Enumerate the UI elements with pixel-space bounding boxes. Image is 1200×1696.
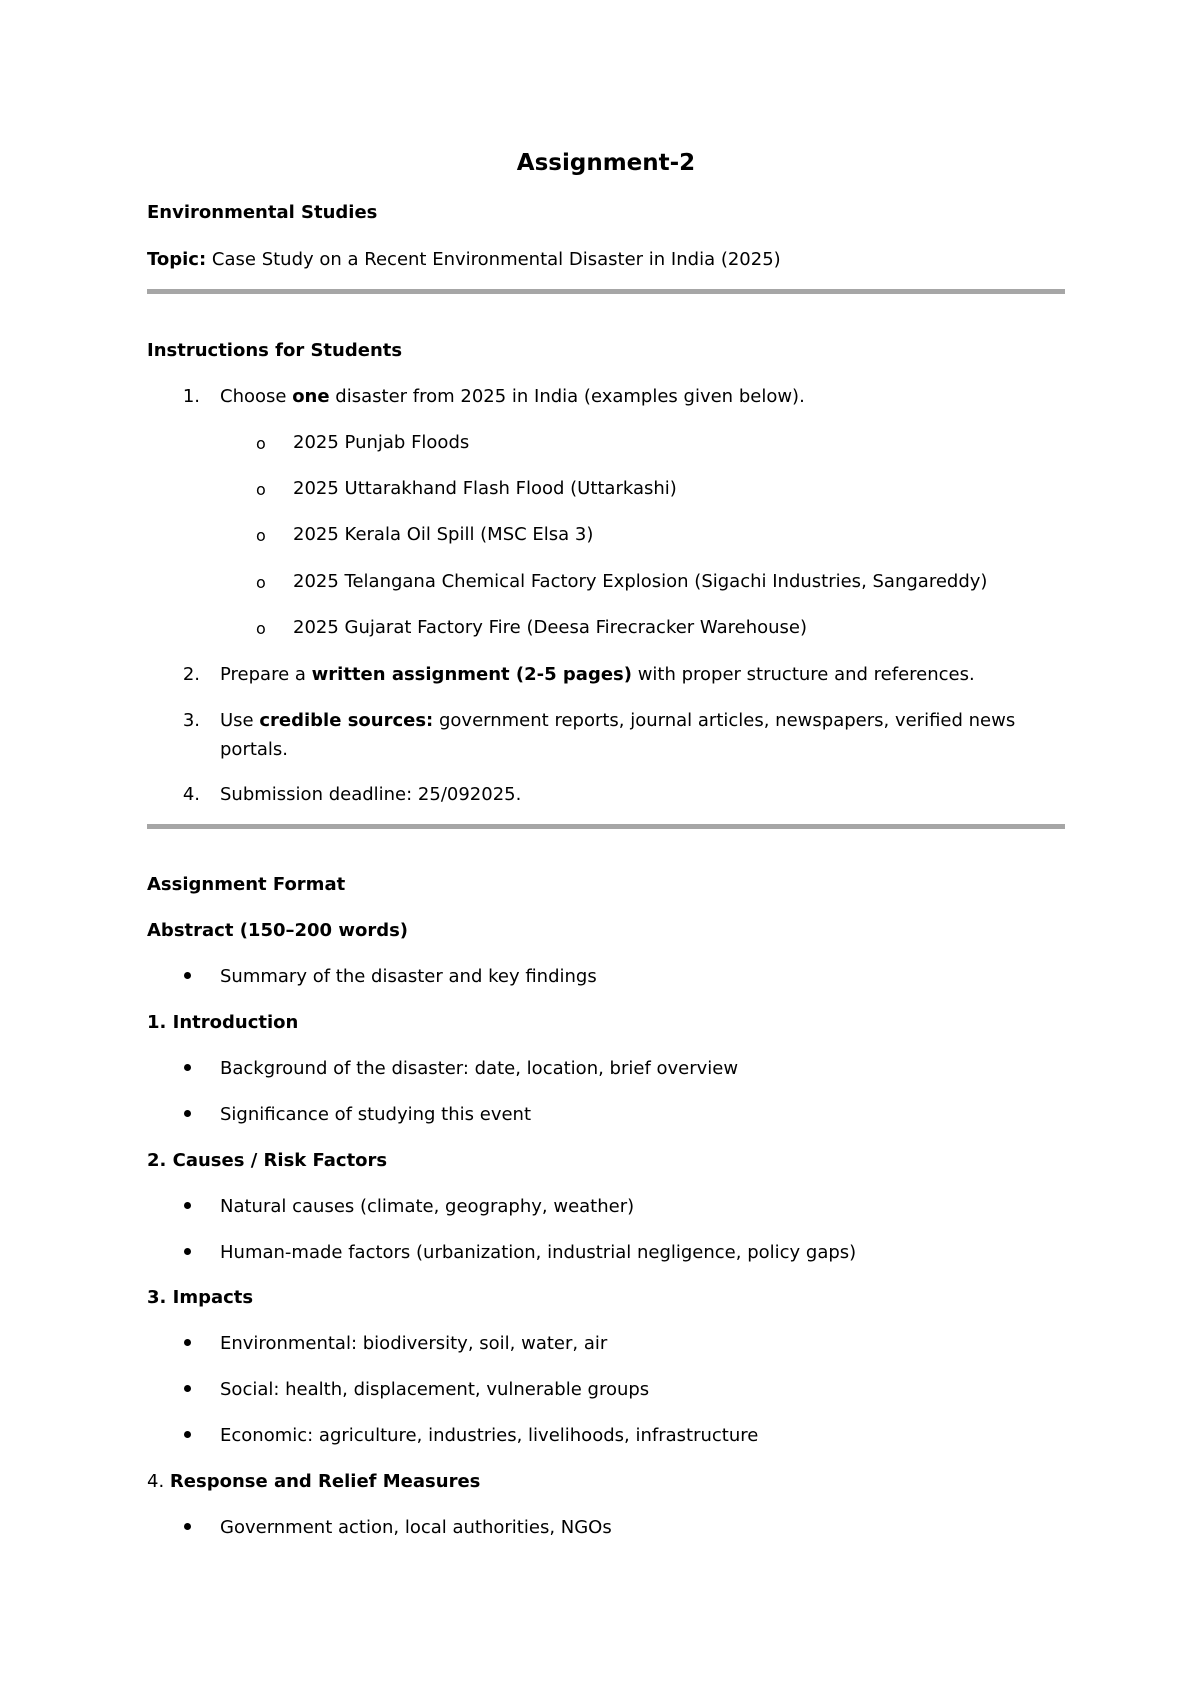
abstract-bullet: Summary of the disaster and key findings (220, 966, 597, 987)
sub-bullet-marker: o (256, 573, 266, 592)
bullet-dot (184, 1064, 191, 1071)
instruction-item-3-pre: Use (220, 710, 260, 731)
intro-heading: 1. Introduction (147, 1012, 299, 1033)
bullet-dot (184, 1523, 191, 1530)
topic-label: Topic: (147, 249, 207, 270)
instruction-item-3-continuation: portals. (220, 739, 289, 760)
sub-bullet-marker: o (256, 526, 266, 545)
impacts-bullet: Social: health, displacement, vulnerable groups (220, 1379, 650, 1400)
bullet-dot (184, 1385, 191, 1392)
instruction-item-1-bold: one (292, 386, 330, 407)
instruction-item-2-post: with proper structure and references. (631, 664, 975, 685)
instruction-item-1-post: disaster from 2025 in India (examples given below). (329, 386, 805, 407)
section-divider-1 (147, 289, 1065, 294)
list-number-2: 2. (182, 664, 200, 685)
response-heading (147, 1470, 480, 1494)
format-heading: Assignment Format (147, 874, 346, 895)
causes-heading: 2. Causes / Risk Factors (147, 1150, 388, 1171)
response-heading-number: 4. (147, 1471, 170, 1492)
sub-bullet-marker: o (256, 480, 266, 499)
instruction-item-3 (220, 709, 1015, 733)
instruction-item-2-bold: written assignment (2-5 pages) (311, 664, 632, 685)
instruction-item-2-pre: Prepare a (220, 664, 312, 685)
instructions-heading: Instructions for Students (147, 340, 403, 361)
impacts-bullet: Environmental: biodiversity, soil, water, air (220, 1333, 608, 1354)
instruction-item-3-post: government reports, journal articles, newspapers, verified news (433, 710, 1016, 731)
list-number-1: 1. (182, 386, 200, 407)
response-heading-text: Response and Relief Measures (169, 1471, 481, 1492)
document-title: Assignment-2 (516, 150, 696, 176)
topic-text: Case Study on a Recent Environmental Disaster in India (2025) (211, 249, 781, 270)
sub-bullet-marker: o (256, 619, 266, 638)
causes-bullet: Natural causes (climate, geography, weather) (220, 1196, 635, 1217)
bullet-dot (184, 1202, 191, 1209)
impacts-bullet: Economic: agriculture, industries, livelihoods, infrastructure (220, 1425, 759, 1446)
bullet-dot (184, 972, 191, 979)
sub-bullet-marker: o (256, 434, 266, 453)
section-divider-2 (147, 824, 1065, 829)
list-number-4: 4. (182, 784, 200, 805)
impacts-heading: 3. Impacts (147, 1287, 254, 1308)
instruction-item-2 (220, 663, 975, 687)
example-item: 2025 Gujarat Factory Fire (Deesa Firecracker Warehouse) (293, 617, 807, 638)
instruction-item-1 (220, 385, 805, 409)
example-item: 2025 Uttarakhand Flash Flood (Uttarkashi) (293, 478, 677, 499)
example-item: 2025 Kerala Oil Spill (MSC Elsa 3) (293, 524, 594, 545)
bullet-dot (184, 1248, 191, 1255)
intro-bullet: Significance of studying this event (220, 1104, 532, 1125)
example-item: 2025 Telangana Chemical Factory Explosion (Sigachi Industries, Sangareddy) (293, 571, 988, 592)
subject-heading: Environmental Studies (147, 202, 378, 223)
intro-bullet: Background of the disaster: date, location, brief overview (220, 1058, 739, 1079)
instruction-item-3-bold: credible sources: (259, 710, 434, 731)
example-item: 2025 Punjab Floods (293, 432, 470, 453)
list-number-3: 3. (182, 710, 200, 731)
abstract-heading: Abstract (150–200 words) (147, 920, 409, 941)
bullet-dot (184, 1339, 191, 1346)
instruction-item-1-pre: Choose (220, 386, 293, 407)
causes-bullet: Human-made factors (urbanization, industrial negligence, policy gaps) (220, 1242, 857, 1263)
topic-line (147, 248, 781, 272)
instruction-item-4: Submission deadline: 25/092025. (220, 784, 522, 805)
bullet-dot (184, 1110, 191, 1117)
bullet-dot (184, 1431, 191, 1438)
response-bullet: Government action, local authorities, NGOs (220, 1517, 612, 1538)
